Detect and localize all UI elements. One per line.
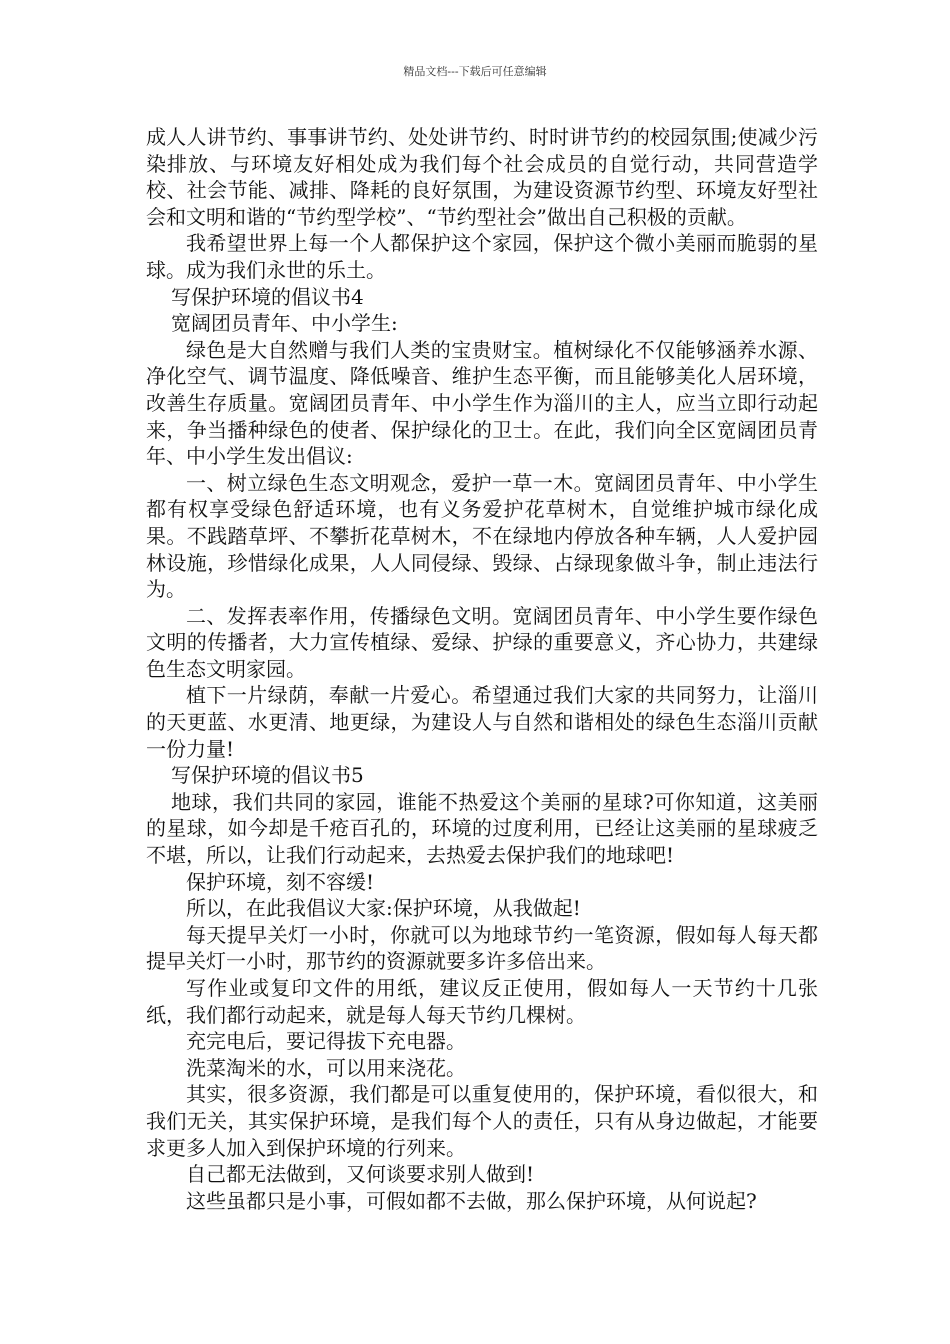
paragraph: 所以，在此我倡议大家:保护环境，从我做起! xyxy=(186,896,581,921)
paragraph: 其实，很多资源，我们都是可以重复使用的，保护环境，看似很大，和我们无关，其实保护环境，是我们每个人的责任，只有从身边做起，才能要求更多人加入到保护环境的行列来。 xyxy=(146,1082,818,1160)
paragraph: 洗菜淘米的水，可以用来浇花。 xyxy=(186,1055,466,1080)
paragraph: 绿色是大自然赠与我们人类的宝贵财宝。植树绿化不仅能够涵养水源、净化空气、调节温度、降低噪音、维护生态平衡，而且能够美化人居环境，改善生存质量。宽阔团员青年、中小学生作为淄川的主人，应当立即行动起来，争当播种绿色的使者、保护绿化的卫士。在此，我们向全区宽阔团员青年、中小学生发出倡议: xyxy=(146,337,818,469)
paragraph: 这些虽都只是小事，可假如都不去做，那么保护环境，从何说起? xyxy=(186,1188,757,1213)
paragraph: 自己都无法做到，又何谈要求别人做到! xyxy=(186,1162,535,1187)
paragraph: 写作业或复印文件的用纸，建议反正使用，假如每人一天节约十几张纸，我们都行动起来，就是每人每天节约几棵树。 xyxy=(146,976,818,1027)
paragraph: 充完电后，要记得拔下充电器。 xyxy=(186,1029,466,1054)
paragraph: 一、树立绿色生态文明观念，爱护一草一木。宽阔团员青年、中小学生都有权享受绿色舒适环境，也有义务爱护花草树木，自觉维护城市绿化成果。不践踏草坪、不攀折花草树木，不在绿地内停放各种车辆，人人爱护园林设施，珍惜绿化成果，人人同侵绿、毁绿、占绿现象做斗争，制止违法行为。 xyxy=(146,470,818,602)
section-heading-4: 写保护环境的倡议书4 xyxy=(171,284,364,309)
paragraph: 二、发挥表率作用，传播绿色文明。宽阔团员青年、中小学生要作绿色文明的传播者，大力宣传植绿、爱绿、护绿的重要意义，齐心协力，共建绿色生态文明家园。 xyxy=(146,603,818,681)
paragraph: 植下一片绿荫，奉献一片爱心。希望通过我们大家的共同努力，让淄川的天更蓝、水更清、地更绿，为建设人与自然和谐相处的绿色生态淄川贡献一份力量! xyxy=(146,683,818,761)
paragraph: 地球，我们共同的家园，谁能不热爱这个美丽的星球?可你知道，这美丽的星球，如今却是千疮百孔的，环境的过度利用，已经让这美丽的星球疲乏不堪，所以，让我们行动起来，去热爱去保护我们的地球吧! xyxy=(146,789,818,868)
paragraph: 保护环境，刻不容缓! xyxy=(186,869,375,894)
document-body xyxy=(146,124,818,1214)
section-heading-5: 写保护环境的倡议书5 xyxy=(171,763,364,788)
salutation: 宽阔团员青年、中小学生: xyxy=(171,311,398,336)
paragraph: 我希望世界上每一个人都保护这个家园，保护这个微小美丽而脆弱的星球。成为我们永世的乐土。 xyxy=(146,231,818,282)
page-header: 精品文档---下载后可任意编辑 xyxy=(403,65,547,78)
paragraph: 每天提早关灯一小时，你就可以为地球节约一笔资源，假如每人每天都提早关灯一小时，那节约的资源就要多许多倍出来。 xyxy=(146,922,818,974)
paragraph-continuation: 成人人讲节约、事事讲节约、处处讲节约、时时讲节约的校园氛围;使减少污染排放、与环境友好相处成为我们每个社会成员的自觉行动，共同营造学校、社会节能、减排、降耗的良好氛围，为建设资源节约型、环境友好型社会和文明和谐的“节约型学校”、“节约型社会”做出自己积极的贡献。 xyxy=(146,125,818,229)
